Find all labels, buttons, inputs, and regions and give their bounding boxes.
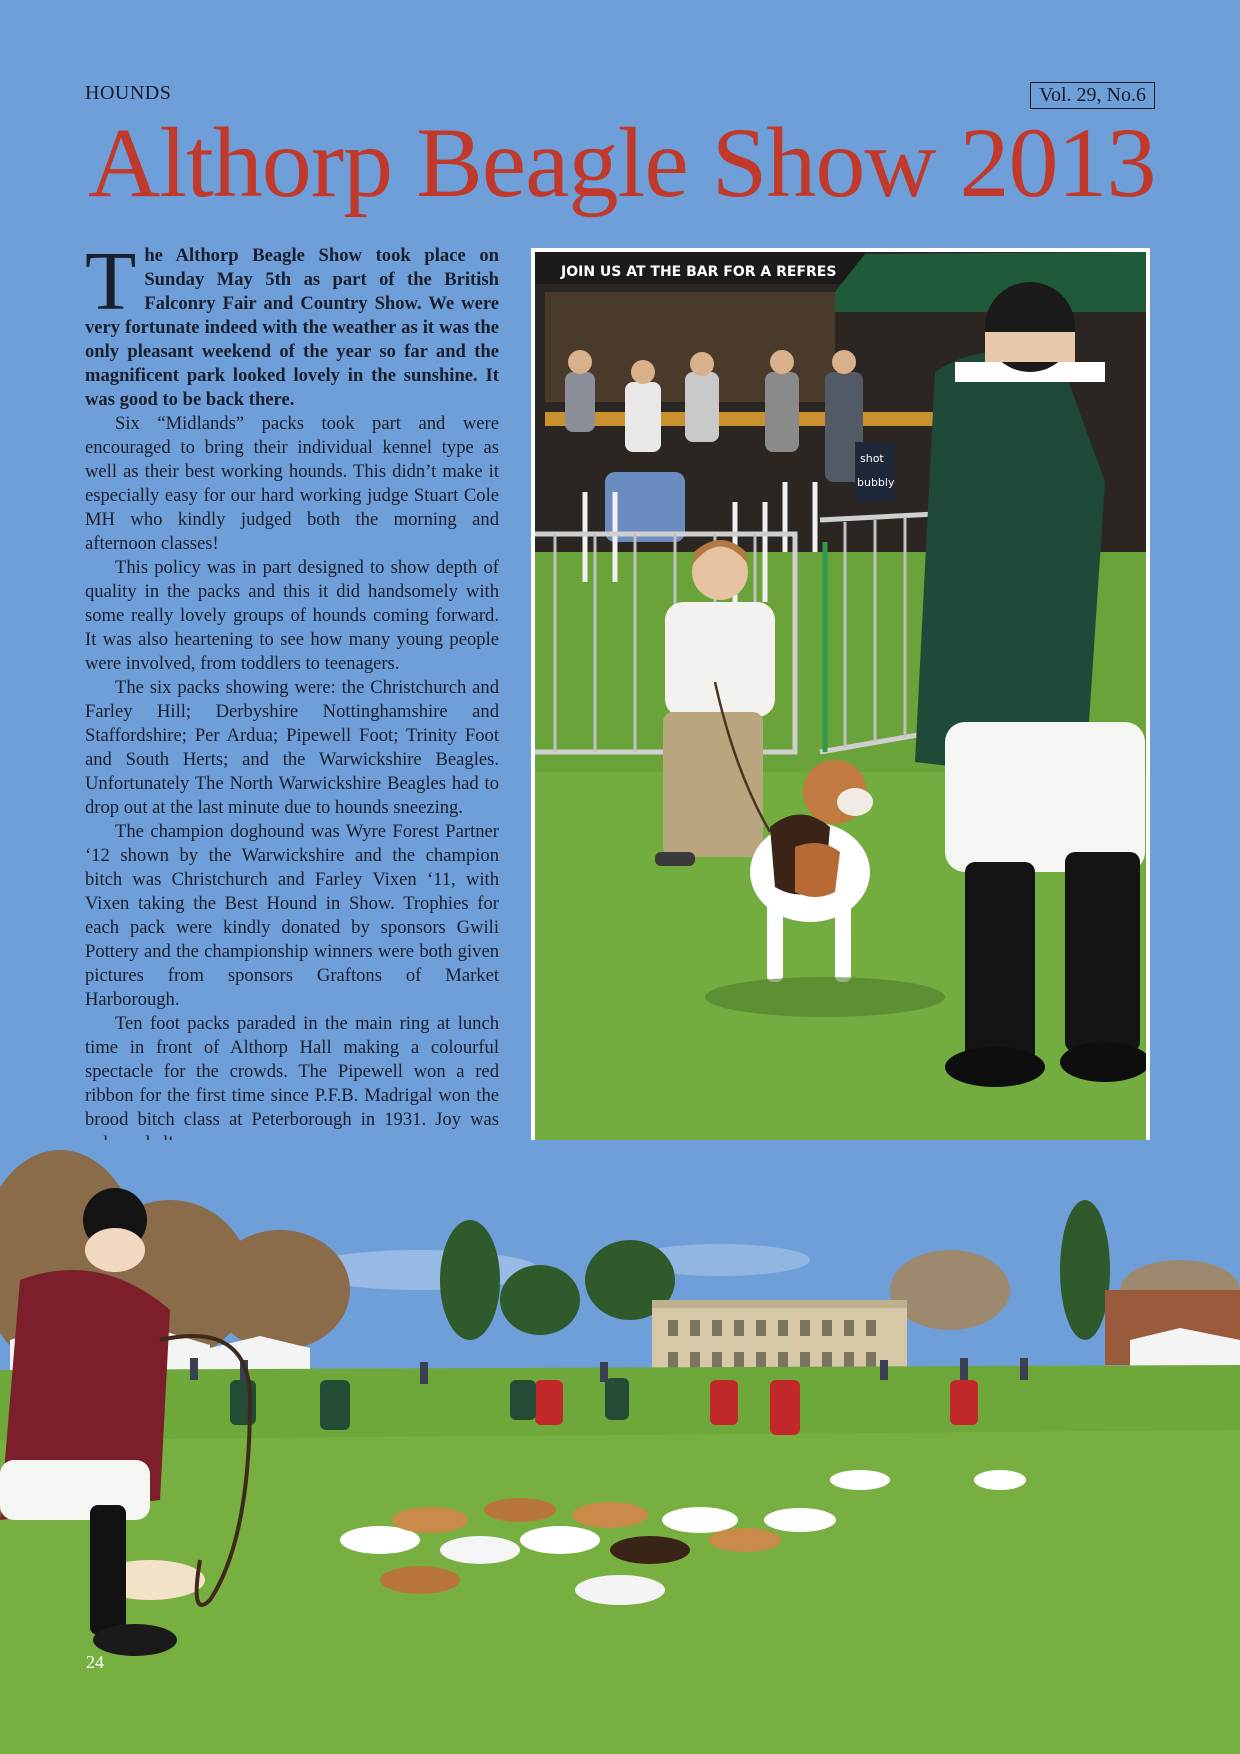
article-paragraph: This policy was in part designed to show depth of quality in the packs and this it did handsomely with some really lovely groups of hounds coming forward. It was also heartening to see how many young people were involved, from toddlers to teenagers. [85, 557, 499, 674]
article-paragraph: The champion doghound was Wyre Forest Partner ‘12 shown by the Warwickshire and the champion bitch was Christchurch and Farley Vixen ‘11, with Vixen taking the Best Hound in Show. Trophies for each pack were kindly donated by sponsors Gwili Pottery and the championship winners were both given pictures from sponsors Graftons of Market Harborough. [85, 821, 499, 1010]
sign-bubbly-text: bubbly [857, 476, 895, 489]
althorp-park-parade-photo [0, 1140, 1240, 1754]
article-paragraph: Ten foot packs paraded in the main ring at lunch time in front of Althorp Hall making a colourful spectacle for the crowds. The Pipewell won a red ribbon for the first time since P.F.B. Madrigal won the brood bitch class at Peterborough in 1931. Joy was [85, 1013, 499, 1130]
article-body [85, 235, 499, 1180]
boy-with-beagle-photo [531, 248, 1150, 1220]
page-title: Althorp Beagle Show 2013 [88, 107, 1156, 218]
drop-cap: T [85, 235, 137, 328]
section-label: HOUNDS [85, 82, 172, 104]
sign-shot-text: shot [860, 452, 884, 465]
article-paragraph: Six “Midlands” packs took part and were encouraged to bring their individual kennel type as well as their best working hounds. This didn’t make it especially easy for our hard working judge Stuart Cole MH who kindly judged both the morning and afternoon classes! [85, 413, 499, 554]
article-lead [85, 235, 499, 412]
bar-banner-text: JOIN US AT THE BAR FOR A REFRES [561, 264, 837, 280]
page-number: 24 [86, 1652, 104, 1672]
volume-badge: Vol. 29, No.6 [1030, 82, 1155, 109]
lead-text: he Althorp Beagle Show took place on Sunday May 5th as part of the British Falconry Fair and Country Show. We were very fortunate indeed with the weather as it was the only pleasant weekend of the year so far and the magnificent park looked lovely in the sunshine. It was good to be back there. [85, 245, 499, 410]
article-paragraph: The six packs showing were: the Christchurch and Farley Hill; Derbyshire Nottinghamshire and Staffordshire; Per Ardua; Pipewell Foot; Trinity Foot and South Herts; and the Warwickshire Beagles. Unfortunately The North Warwickshire Beagles had to drop out at the last minute due to hounds sneezing. [85, 677, 499, 818]
